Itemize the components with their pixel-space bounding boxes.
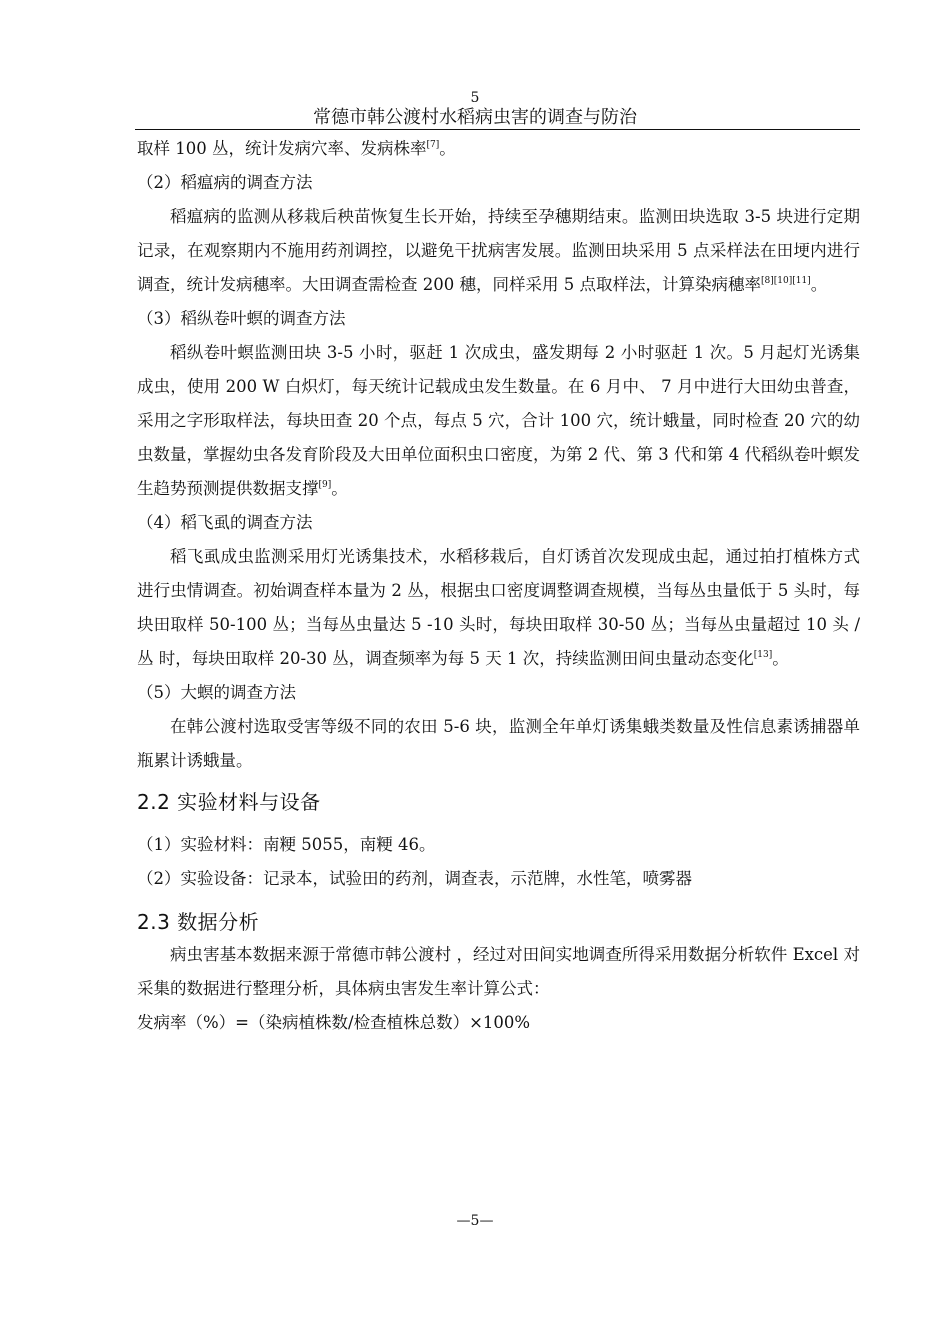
list-item: （1）实验材料：南粳 5055，南粳 46。 [137,835,436,854]
list-item: （2）实验设备：记录本，试验田的药剂，调查表，示范牌，水性笔，喷雾器 [137,869,692,888]
page-number-bottom: —5— [456,1213,494,1229]
page-content [137,132,860,1040]
subsection-heading: （2）稻瘟病的调查方法 [137,173,313,192]
section-heading-2-2: 2.2 实验材料与设备 [137,790,321,814]
citation: [9] [318,480,332,490]
paragraph: 病虫害基本数据来源于常德市韩公渡村 ，经过对田间实地调查所得采用数据分析软件 Excel 对采集的数据进行整理分析，具体病虫害发生率计算公式： [137,945,860,998]
page-number-top: 5 [470,90,480,106]
paragraph: 稻飞虱成虫监测采用灯光诱集技术，水稻移栽后，自灯诱首次发现成虫起，通过拍打植株方式进行虫情调查。初始调查样本量为 2 丛，根据虫口密度调整调查规模，当每丛虫量低于 5 头时，每块田取样 50-100 丛；当每丛虫量达 5 -10 头时，每块田取样 30-50 丛；当每丛虫量超过 10 头 / 丛 时，每块田取样 20-30 丛，调查频率为每 5 天 1 次，持续监测田间虫量动态变化[13]。 [137,547,860,668]
subsection-heading: （3）稻纵卷叶螟的调查方法 [137,309,346,328]
citation: [8][10][11] [760,276,811,286]
paragraph: 在韩公渡村选取受害等级不同的农田 5-6 块，监测全年单灯诱集蛾类数量及性信息素诱捕器单瓶累计诱蛾量。 [137,717,860,770]
paragraph: 稻瘟病的监测从移栽后秧苗恢复生长开始，持续至孕穗期结束。监测田块选取 3-5 块进行定期记录，在观察期内不施用药剂调控，以避免干扰病害发展。监测田块采用 5 点采样法在田埂内进行调查，统计发病穗率。大田调查需检查 200 穗，同样采用 5 点取样法，计算染病穗率[8][10][11]。 [137,207,860,294]
citation: [13] [753,650,773,660]
running-title: 常德市韩公渡村水稻病虫害的调查与防治 [313,107,637,128]
citation: [7] [426,140,440,150]
paragraph: 取样 100 丛，统计发病穴率、发病株率[7]。 [137,139,456,158]
header-rule [135,129,860,130]
paragraph: 稻纵卷叶螟监测田块 3-5 小时，驱赶 1 次成虫，盛发期每 2 小时驱赶 1 次。5 月起灯光诱集成虫，使用 200 W 白炽灯，每天统计记载成虫发生数量。在 6 月中、 7 月中进行大田幼虫普查，采用之字形取样法，每块田查 20 个点，每点 5 穴，合计 100 穴，统计蛾量，同时检查 20 穴的幼虫数量，掌握幼虫各发育阶段及大田单位面积虫口密度，为第 2 代、第 3 代和第 4 代稻纵卷叶螟发生趋势预测提供数据支撑[9]。 [137,343,860,498]
subsection-heading: （4）稻飞虱的调查方法 [137,513,313,532]
subsection-heading: （5）大螟的调查方法 [137,683,296,702]
section-heading-2-3: 2.3 数据分析 [137,910,260,934]
formula: 发病率（%）=（染病植株数/检查植株总数）×100% [137,1013,531,1032]
